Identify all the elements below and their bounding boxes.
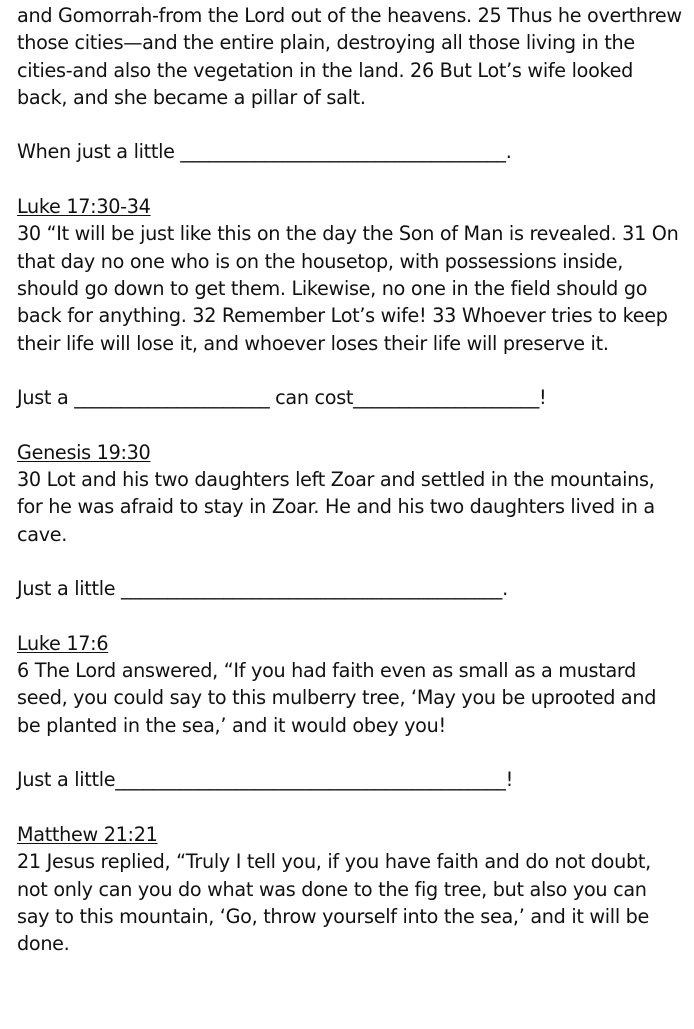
scripture-reference: Matthew 21:21 <box>17 822 158 846</box>
spacer <box>17 166 684 193</box>
fill-in-blank-line[interactable]: Just a little__________________________________________! <box>17 768 513 792</box>
spacer <box>17 603 684 630</box>
verse-text: 6 The Lord answered, “If you had faith even as small as a mustard seed, you could say to this mulberry tree, ‘May you be uprooted and be planted in the sea,’ and it would obey you! <box>17 659 657 737</box>
fill-in-blank-line[interactable]: Just a little _________________________________________. <box>17 577 508 601</box>
verse-text: 21 Jesus replied, “Truly I tell you, if you have faith and do not doubt, not only can you do what was done to the fig tree, but also you can say to this mountain, ‘Go, throw yourself into the sea,’ and it will be done. <box>17 850 651 956</box>
spacer <box>17 411 684 438</box>
fill-in-blank-line[interactable]: Just a _____________________ can cost____________________! <box>17 386 547 410</box>
scripture-reference: Luke 17:6 <box>17 631 109 655</box>
verse-text: and Gomorrah-from the Lord out of the heavens. 25 Thus he overthrew those cities—and the entire plain, destroying all those living in the cities-and also the vegetation in the land. 26 But Lot’s wife looked back, and she became a pillar of salt. <box>17 4 682 109</box>
fill-in-blank-line[interactable]: When just a little ___________________________________. <box>17 140 512 164</box>
scripture-reference: Luke 17:30-34 <box>17 195 151 219</box>
spacer <box>17 111 684 138</box>
scripture-reference: Genesis 19:30 <box>17 440 151 464</box>
spacer <box>17 794 684 821</box>
verse-text: 30 Lot and his two daughters left Zoar and settled in the mountains, for he was afraid to stay in Zoar. He and his two daughters lived in a cave. <box>17 468 655 546</box>
spacer <box>17 357 684 384</box>
verse-text: 30 “It will be just like this on the day the Son of Man is revealed. 31 On that day no one who is on the housetop, with possessions inside, should go down to get them. Likewise, no one in the field should go back for anything. 32 Remember Lot’s wife! 33 Whoever tries to keep their life will lose it, and whoever loses their life will preserve it. <box>17 222 679 355</box>
spacer <box>17 739 684 766</box>
spacer <box>17 548 684 575</box>
